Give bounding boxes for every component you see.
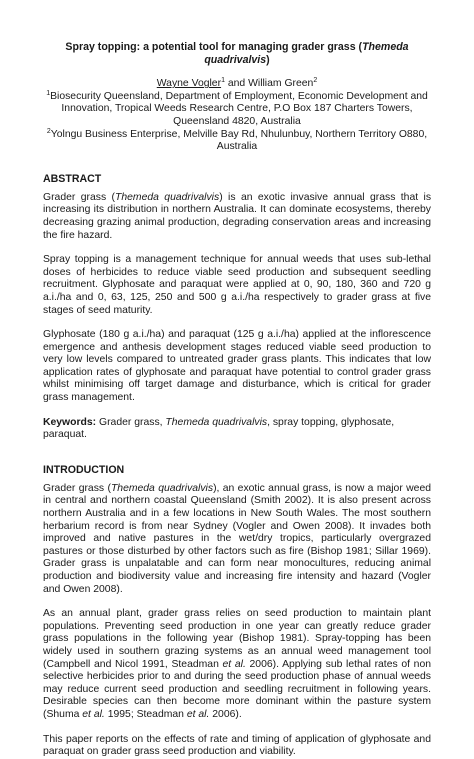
abstract-paragraph-1: [43, 192, 431, 242]
keywords: [43, 417, 431, 442]
affiliation-2-text: Yolngu Business Enterprise, Melville Bay Rd, Nhulunbuy, Northern Territory O880, Australia: [50, 128, 428, 153]
abstract-paragraph-2: Spray topping is a management technique for annual weeds that uses sub-lethal doses of herbicides to reduce viable seed production and subsequent seedling recruitment. Glyphosate and paraquat were applied at 0, 90, 180, 360 and 720 g a.i./ha and 0, 63, 125, 250 and 500 g a.i./ha respectively to grader grass at five stages of seed maturity.: [43, 254, 431, 316]
et-al: et al.: [82, 708, 105, 720]
keywords-label: Keywords:: [43, 416, 97, 428]
author-2: and William Green: [224, 78, 314, 90]
introduction-paragraph-3: This paper reports on the effects of rate and timing of application of glyphosate and paraquat on grader grass seed production and viability.: [43, 733, 431, 758]
text-run: ), an exotic annual grass, is now a major weed in central and northern coastal Queensland (Smith 2002). It is also present across northern Australia and in a few locations in New South Wales. The most southern herbarium record is from near Sydney (Vogler and Owen 2008). It invades both improved and native pastures in the wet/dry tropics, particularly overgrazed pastures or those disturbed by other factors such as fire (Bishop 1981; Sillar 1969). Grader grass is unpalatable and can form near monocultures, reducing animal production and biodiversity value and increasing fire intensity and hazard (Vogler and Owen 2008).: [43, 482, 431, 595]
species-name: Themeda quadrivalvis: [110, 482, 214, 494]
text-run: Grader grass (: [43, 191, 116, 203]
author-2-sup: 2: [313, 77, 318, 85]
et-al: et al.: [222, 658, 246, 670]
text-run: , spray topping, glyphosate, paraquat.: [43, 416, 395, 441]
text-run: Grader grass,: [96, 416, 166, 428]
abstract-paragraph-3: Glyphosate (180 g a.i./ha) and paraquat (125 g a.i./ha) applied at the inflorescence emergence and anthesis development stages reduced viable seed production to very low levels compared to untreated grader grass plants. This indicates that low application rates of glyphosate and paraquat have potential to control grader grass whilst minimising off target damage and disturbance, which is critical for grader grass management.: [43, 329, 431, 404]
text-run: 2006). Applying sub lethal rates of non selective herbicides prior to and during the seed production phase of annual weeds may reduce current seed production and seedling recruitment in following years. Desirable species can then become more dominant within the pasture system (Shuma: [43, 658, 432, 720]
introduction-paragraph-1: [43, 483, 431, 596]
title-end: ): [266, 53, 270, 66]
species-name: Themeda quadrivalvis: [115, 191, 220, 203]
paper-title: [43, 41, 431, 66]
text-run: Grader grass (: [43, 482, 111, 494]
text-run: As an annual plant, grader grass relies on seed production to maintain plant populations. Preventing seed production in one year can greatly reduce grader grass populations in the following year (Bishop 1981). Spray-topping has been widely used in southern grazing systems as an annual weed management tool (Campbell and Nicol 1991, Steadman: [43, 608, 431, 670]
et-al: et al.: [186, 708, 210, 720]
author-1-sup: 1: [221, 77, 225, 85]
species-name: Themeda quadrivalvis: [165, 416, 268, 428]
author-line: [43, 78, 431, 91]
text-run: 1995; Steadman: [104, 708, 187, 720]
affiliation-1-sup: 1: [46, 89, 51, 97]
text-run: ) is an exotic invasive annual grass that is increasing its distribution in northern Australia. It can dominate ecosystems, thereby decreasing grazing animal production, degrading conservation areas and increasing the fire hazard.: [43, 191, 432, 241]
affiliation-2: [43, 129, 431, 154]
title-text: Spray topping: a potential tool for managing grader grass (: [65, 41, 363, 53]
affiliation-1-text: Biosecurity Queensland, Department of Employment, Economic Development and Innovation, Tropical Weeds Research Centre, P.O Box 187 Charters Towers, Queensland 4820, Australia: [50, 90, 428, 127]
introduction-heading: INTRODUCTION: [43, 463, 125, 476]
affiliation-1: [43, 91, 431, 129]
abstract-heading: ABSTRACT: [43, 172, 102, 185]
introduction-paragraph-2: [43, 608, 431, 721]
affiliation-2-sup: 2: [46, 127, 51, 135]
text-run: 2006).: [209, 708, 242, 720]
title-species: Themeda quadrivalvis: [204, 41, 409, 66]
author-1: Wayne Vogler: [156, 78, 222, 90]
